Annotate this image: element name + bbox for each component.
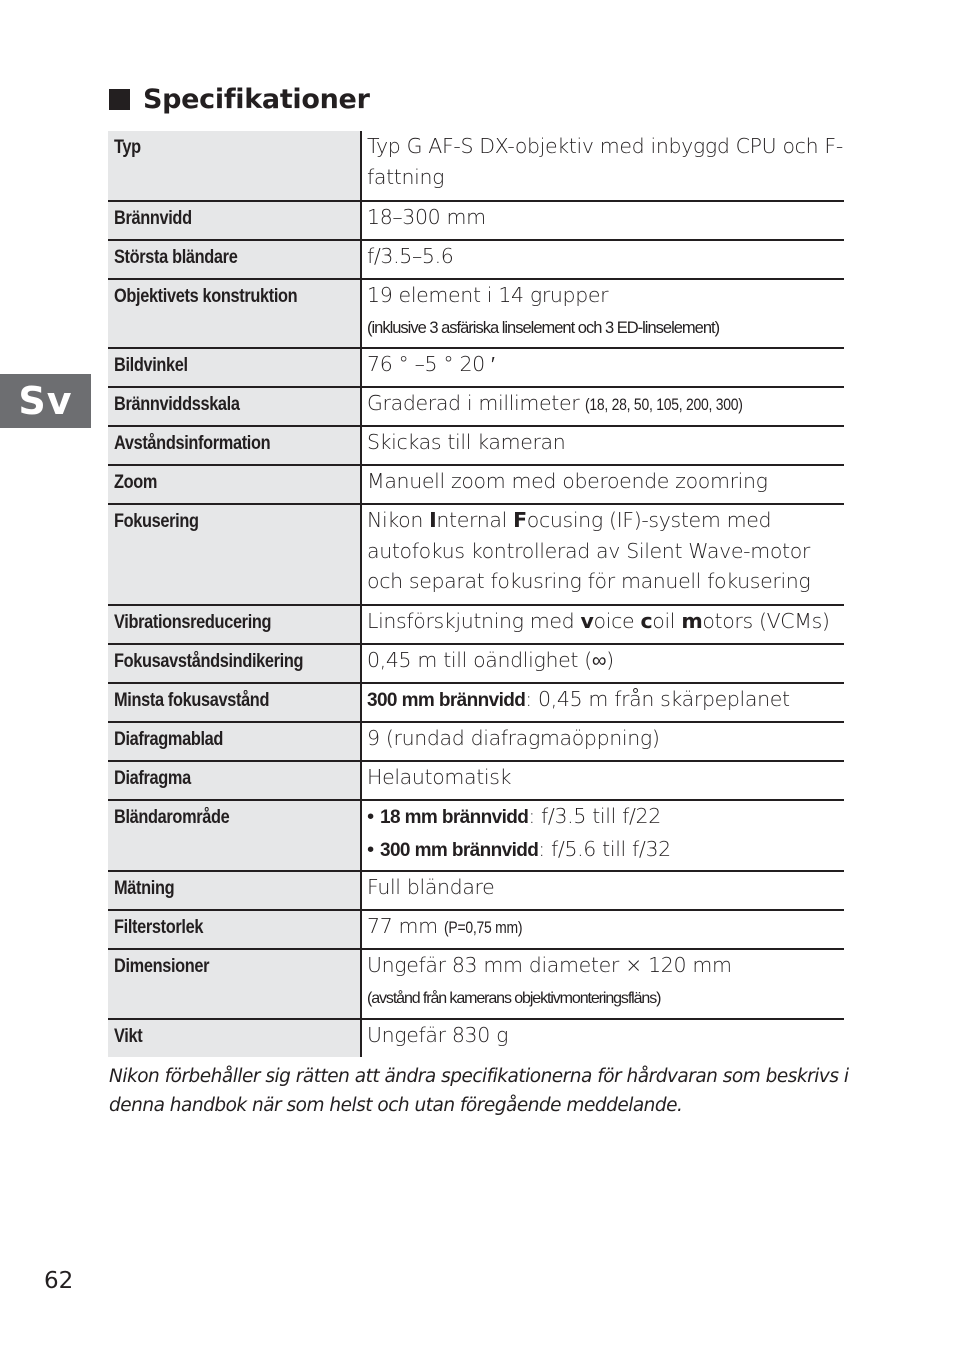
row-value: 9 (rundad diafragmaöppning) [367,726,660,750]
row-value: Typ G AF-S DX-objektiv med inbyggd CPU och F-fattning [367,134,843,189]
row-value: Ungefär 83 mm diameter × 120 mm [367,953,732,977]
row-value: 0,45 m till oändlighet (∞) [367,648,614,672]
row-value: 300 mm brännvidd: 0,45 m från skärpeplanet [367,687,790,711]
row-note: (avstånd från kamerans objektivmonteringsfläns) [367,989,661,1007]
row-label: Diafragmablad [114,729,224,750]
row-label: Vibrationsreducering [114,612,272,633]
row-value: Skickas till kameran [367,430,566,454]
table-row [108,348,844,387]
table-row [108,761,844,800]
row-label: Avståndsinformation [114,433,271,454]
row-label: Objektivets konstruktion [114,286,298,307]
row-label: Mätning [114,878,175,899]
page-number: 62 [44,1268,74,1294]
row-value: Helautomatisk [367,765,512,789]
row-value: 19 element i 14 grupper [367,283,609,307]
table-row [108,722,844,761]
table-row [108,387,844,426]
table-row [108,605,844,644]
row-note: (inklusive 3 asfäriska linselement och 3 ED-linselement) [367,318,720,337]
row-label: Minsta fokusavstånd [114,690,270,711]
row-value: Graderad i millimeter [367,391,580,415]
row-label: Vikt [114,1026,143,1047]
list-item: • 18 mm brännvidd: f/3.5 till f/22 [367,804,661,828]
row-label: Zoom [114,472,158,493]
row-label: Största bländare [114,247,238,268]
row-value: f/3.5–5.6 [367,244,454,268]
row-value: Linsförskjutning med voice coil motors (VCMs) [367,609,830,633]
table-row [108,683,844,722]
table-row [108,871,844,910]
table-row [108,1019,844,1057]
table-row [108,279,844,348]
row-label: Dimensioner [114,956,210,977]
row-label: Fokusering [114,511,199,532]
heading-text: Specifikationer [143,84,370,115]
row-label: Typ [114,137,141,158]
square-bullet-icon [109,89,130,110]
language-tab-label: Sv [18,379,73,423]
section-heading [109,84,370,115]
spec-table [108,131,844,1057]
language-tab [0,374,91,428]
table-row [108,644,844,683]
list-item: • 300 mm brännvidd: f/5.6 till f/32 [367,836,671,861]
row-note: (18, 28, 50, 105, 200, 300) [585,395,744,414]
row-label: Bländarområde [114,807,230,828]
table-row [108,800,844,871]
row-label: Brännviddsskala [114,394,240,415]
table-row [108,910,844,949]
row-value: 77 mm [367,914,438,938]
table-row [108,201,844,240]
row-label: Diafragma [114,768,191,789]
table-row [108,131,844,201]
row-value: Ungefär 830 g [367,1023,509,1047]
row-note: (P=0,75 mm) [443,918,523,937]
footnote: Nikon förbehåller sig rätten att ändra specifikationerna för hårdvaran som beskrivs i denna handbok när som helst och utan föregående meddelande. [109,1066,849,1116]
row-label: Filterstorlek [114,917,204,938]
row-value: 76 ° –5 ° 20 ′ [367,352,495,376]
table-row [108,426,844,465]
row-value: Full bländare [367,875,495,899]
row-value: 18–300 mm [367,205,486,229]
row-value: Manuell zoom med oberoende zoomring [367,469,768,493]
row-value [361,800,844,871]
table-row [108,465,844,504]
table-row [108,504,844,605]
table-row [108,240,844,279]
row-label: Brännvidd [114,208,192,229]
table-row [108,949,844,1019]
row-label: Bildvinkel [114,355,188,376]
row-value: Nikon Internal Focusing (IF)-system med autofokus kontrollerad av Silent Wave-motor och separat fokusring för manuell fokusering [367,508,811,593]
row-label: Fokusavståndsindikering [114,651,304,672]
